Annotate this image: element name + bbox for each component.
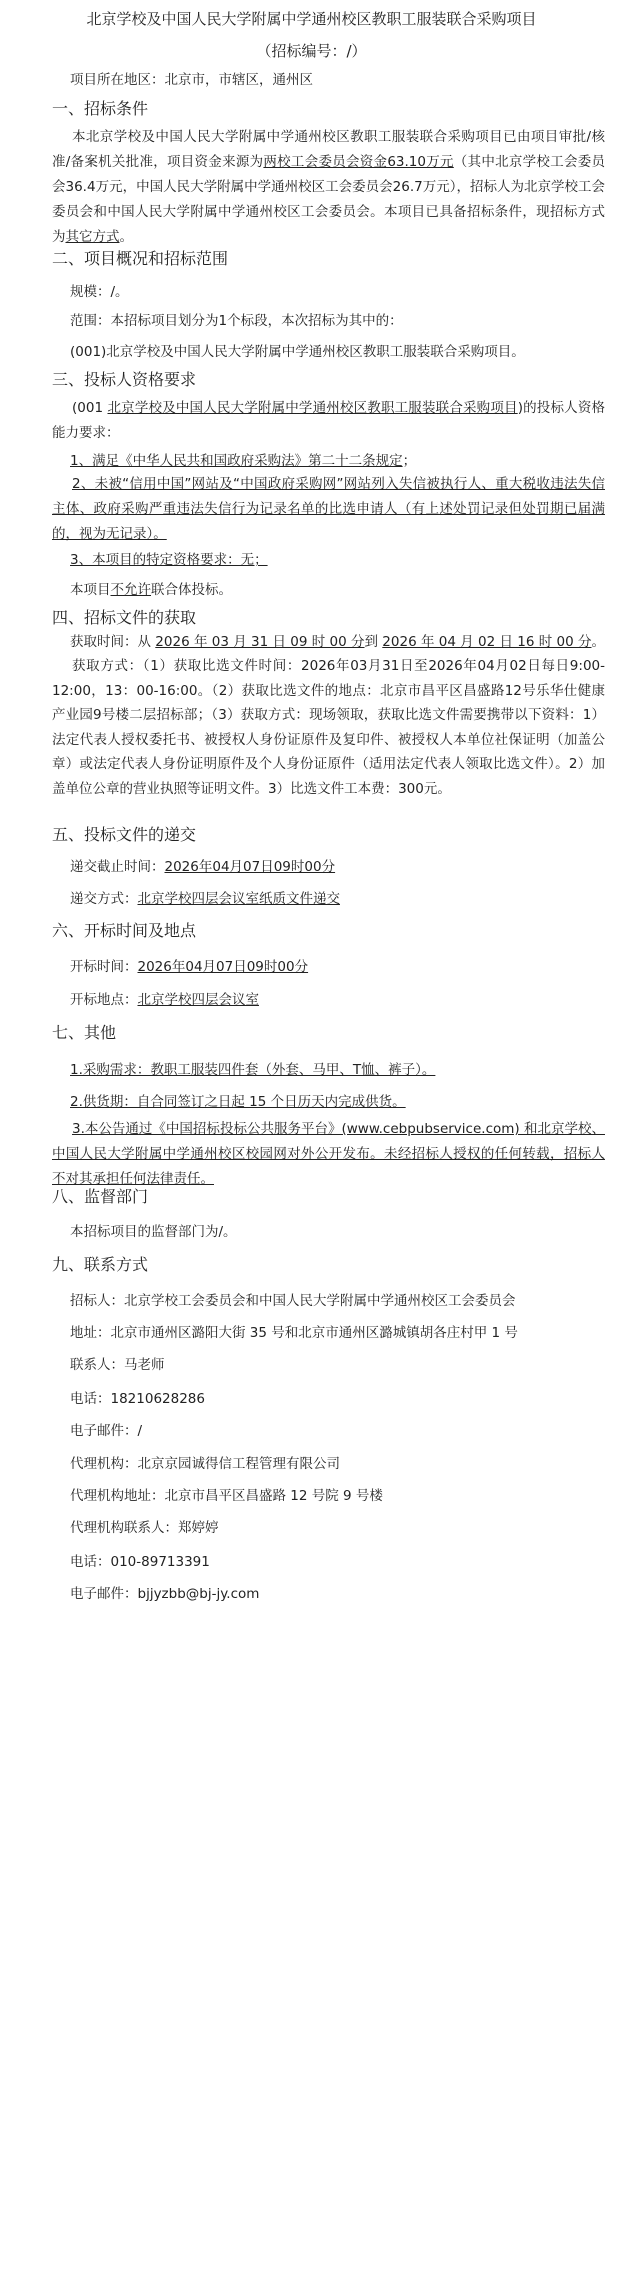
project-scope: 范围：本招标项目划分为1个标段，本次招标为其中的：	[70, 313, 403, 329]
section-heading-submission: 五、投标文件的递交	[52, 825, 197, 844]
conditions-paragraph: 本北京学校及中国人民大学附属中学通州校区教职工服装联合采购项目已由项目审批/核准/备案机关批准，项目资金来源为两校工会委员会资金63.10万元（其中北京学校工会委员会36.4万元，中国人民大学附属中学通州校区工会委员会26.7万元），招标人为北京学校工会委员会和中国人民大学附属中学通州校区工会委员会。本项目已具备招标条件，现招标方式为其它方式。	[52, 129, 606, 245]
requirement-3: 3、本项目的特定资格要求：无；	[70, 552, 268, 568]
opening-place: 开标地点：北京学校四层会议室	[70, 992, 259, 1008]
opening-time: 开标时间：2026年04月07日09时00分	[70, 959, 309, 975]
obtain-method: 获取方式：（1）获取比选文件时间：2026年03月31日至2026年04月02日每日9:00-12:00，13：00-16:00。（2）获取比选文件的地点：北京市昌平区昌盛路12号乐华仕健康产业园9号楼二层招标部；（3）获取方式：现场领取，获取比选文件需要携带以下资料：1）法定代表人授权委托书、被授权人身份证原件及复印件、被授权人本单位社保证明（加盖公章）或法定代表人身份证明原件及个人身份证原件（适用法定代表人领取比选文件）。2）加盖单位公章的营业执照等证明文件。3）比选文件工本费：300元。	[52, 658, 605, 797]
project-location: 项目所在地区：北京市，市辖区，通州区	[70, 72, 313, 88]
fund-source: 两校工会委员会资金63.10万元	[263, 154, 454, 170]
agency-name: 代理机构：北京京园诚得信工程管理有限公司	[70, 1456, 340, 1472]
contact-phone: 电话：18210628286	[70, 1391, 205, 1407]
joint-bidding: 本项目不允许联合体投标。	[70, 582, 232, 598]
qualification-intro: (001 北京学校及中国人民大学附属中学通州校区教职工服装联合采购项目)的投标人资格能力要求：	[52, 400, 605, 441]
contact-address: 地址：北京市通州区潞阳大街 35 号和北京市通州区潞城镇胡各庄村甲 1 号	[70, 1325, 518, 1341]
requirement-2: 2、未被“信用中国”网站及“中国政府采购网”网站列入失信被执行人、重大税收违法失信主体、政府采购严重违法失信行为记录名单的比选申请人（有上述处罚记录但处罚期已届满的，视为无记录）。	[52, 476, 605, 542]
supervision-text: 本招标项目的监督部门为/。	[70, 1224, 237, 1240]
other-item-1: 1.采购需求：教职工服装四件套（外套、马甲、T恤、裤子）。	[70, 1062, 436, 1078]
other-item-3: 3.本公告通过《中国招标投标公共服务平台》(www.cebpubservice.com) 和北京学校、中国人民大学附属中学通州校区校园网对外公开发布。未经招标人授权的任何转载，招标人不对其承担任何法律责任。	[52, 1121, 605, 1187]
section-heading-other: 七、其他	[52, 1023, 117, 1042]
requirement-1: 1、满足《中华人民共和国政府采购法》第二十二条规定；	[70, 453, 417, 469]
section-heading-contact: 九、联系方式	[52, 1255, 149, 1274]
tender-method: 其它方式	[65, 229, 120, 245]
agency-phone: 电话：010-89713391	[70, 1554, 210, 1570]
bid-number: （招标编号：/）	[256, 42, 367, 60]
lot-item: (001)北京学校及中国人民大学附属中学通州校区教职工服装联合采购项目。	[70, 344, 525, 360]
section-heading-opening: 六、开标时间及地点	[52, 921, 197, 940]
other-item-2: 2.供货期：自合同签订之日起 15 个日历天内完成供货。	[70, 1094, 406, 1110]
contact-tenderer: 招标人：北京学校工会委员会和中国人民大学附属中学通州校区工会委员会	[70, 1293, 516, 1309]
section-heading-obtaining: 四、招标文件的获取	[52, 608, 197, 627]
agency-email: 电子邮件：bjjyzbb@bj-jy.com	[70, 1586, 260, 1602]
obtain-time: 获取时间：从 2026 年 03 月 31 日 09 时 00 分到 2026 年 04 月 02 日 16 时 00 分。	[70, 634, 605, 650]
contact-email: 电子邮件：/	[70, 1423, 143, 1439]
section-heading-conditions: 一、招标条件	[52, 99, 149, 118]
submission-deadline: 递交截止时间：2026年04月07日09时00分	[70, 859, 336, 875]
contact-person: 联系人：马老师	[70, 1357, 165, 1373]
submission-method: 递交方式：北京学校四层会议室纸质文件递交	[70, 891, 340, 907]
project-scale: 规模：/。	[70, 284, 129, 300]
section-heading-supervision: 八、监督部门	[52, 1187, 149, 1206]
agency-address: 代理机构地址：北京市昌平区昌盛路 12 号院 9 号楼	[70, 1488, 383, 1504]
section-heading-qualification: 三、投标人资格要求	[52, 370, 197, 389]
section-heading-overview: 二、项目概况和招标范围	[52, 249, 229, 268]
document-title: 北京学校及中国人民大学附属中学通州校区教职工服装联合采购项目	[86, 10, 537, 28]
agency-contact: 代理机构联系人：郑婷婷	[70, 1520, 219, 1536]
